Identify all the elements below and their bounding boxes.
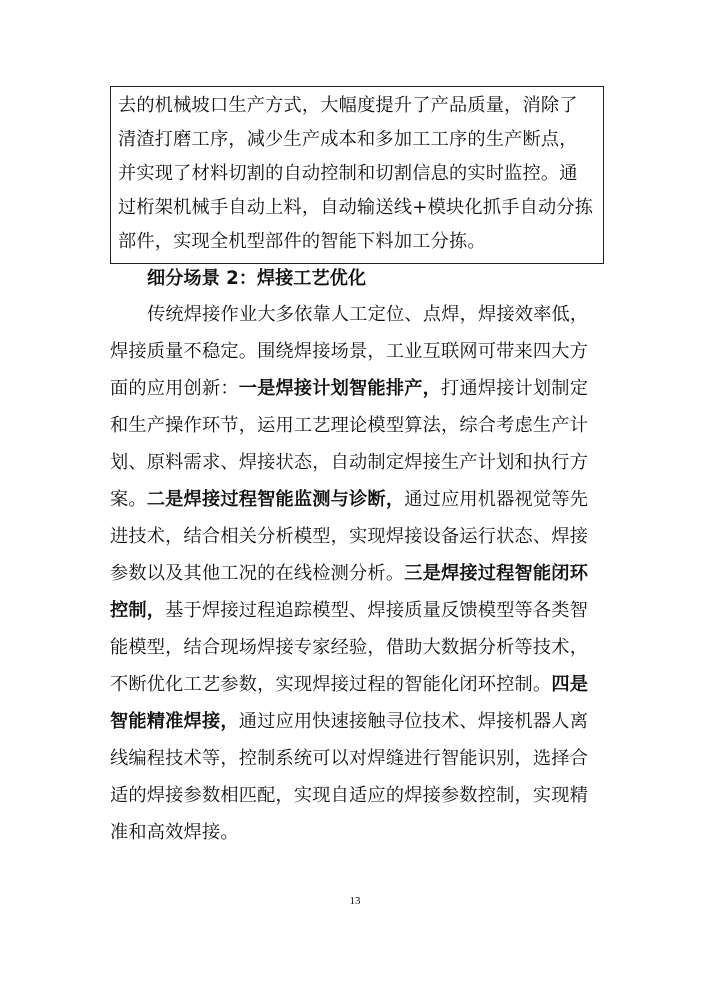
box-line-1: 去的机械坡口生产方式，大幅度提升了产品质量，消除了	[118, 95, 578, 116]
body-line-11	[110, 673, 588, 697]
box-line-2: 清渣打磨工序，减少生产成本和多加工工序的生产断点，	[118, 129, 578, 150]
body-line-3	[110, 377, 588, 401]
body-text: 基于焊接过程追踪模型、焊接质量反馈模型等各类智	[165, 600, 589, 621]
body-line-15: 准和高效焊接。	[110, 822, 239, 843]
box-line-5: 部件，实现全机型部件的智能下料加工分拣。	[118, 231, 486, 252]
body-line-9	[110, 599, 588, 623]
body-line-7: 进技术，结合相关分析模型，实现焊接设备运行状态、焊接	[110, 526, 589, 547]
highlight-point-1: 一是焊接计划智能排产，	[238, 378, 441, 399]
body-line-14: 适的焊接参数相匹配，实现自适应的焊接参数控制，实现精	[110, 785, 589, 806]
body-line-13: 线编程技术等，控制系统可以对焊缝进行智能识别，选择合	[110, 748, 589, 769]
body-line-4: 和生产操作环节，运用工艺理论模型算法，综合考虑生产计	[110, 415, 589, 436]
body-line-6	[110, 488, 588, 512]
body-text: 通过应用快速接触寻位技术、焊接机器人离	[238, 711, 589, 732]
highlight-point-2: 二是焊接过程智能监测与诊断，	[146, 489, 405, 510]
box-line-4: 过桁架机械手自动上料，自动输送线+模块化抓手自动分拣	[118, 197, 594, 218]
highlight-point-3: 三是焊接过程智能闭环	[404, 563, 589, 584]
body-text: 参数以及其他工况的在线检测分析。	[110, 563, 405, 584]
body-line-12	[110, 710, 588, 734]
highlight-point-3-end: 控制，	[110, 600, 166, 621]
body-text: 打通焊接计划制定	[440, 378, 589, 399]
body-text: 面的应用创新：	[110, 378, 239, 399]
page-number: 13	[349, 895, 361, 907]
body-line-5: 划、原料需求、焊接状态，自动制定焊接生产计划和执行方	[110, 452, 589, 473]
body-line-8	[110, 562, 588, 586]
body-line-10: 能模型，结合现场焊接专家经验，借助大数据分析等技术，	[110, 637, 589, 658]
body-text: 案。	[110, 489, 147, 510]
highlight-point-4-end: 智能精准焊接，	[110, 711, 239, 732]
body-text: 不断优化工艺参数，实现焊接过程的智能化闭环控制。	[110, 674, 552, 695]
box-line-3: 并实现了材料切割的自动控制和切割信息的实时监控。通	[118, 163, 578, 184]
body-line-2: 焊接质量不稳定。围绕焊接场景，工业互联网可带来四大方	[110, 341, 589, 362]
highlight-point-4: 四是	[551, 674, 589, 695]
body-text: 通过应用机器视觉等先	[404, 489, 589, 510]
body-line-1: 传统焊接作业大多依靠人工定位、点焊，焊接效率低，	[147, 304, 589, 325]
section-subheading: 细分场景 2：焊接工艺优化	[147, 268, 367, 289]
